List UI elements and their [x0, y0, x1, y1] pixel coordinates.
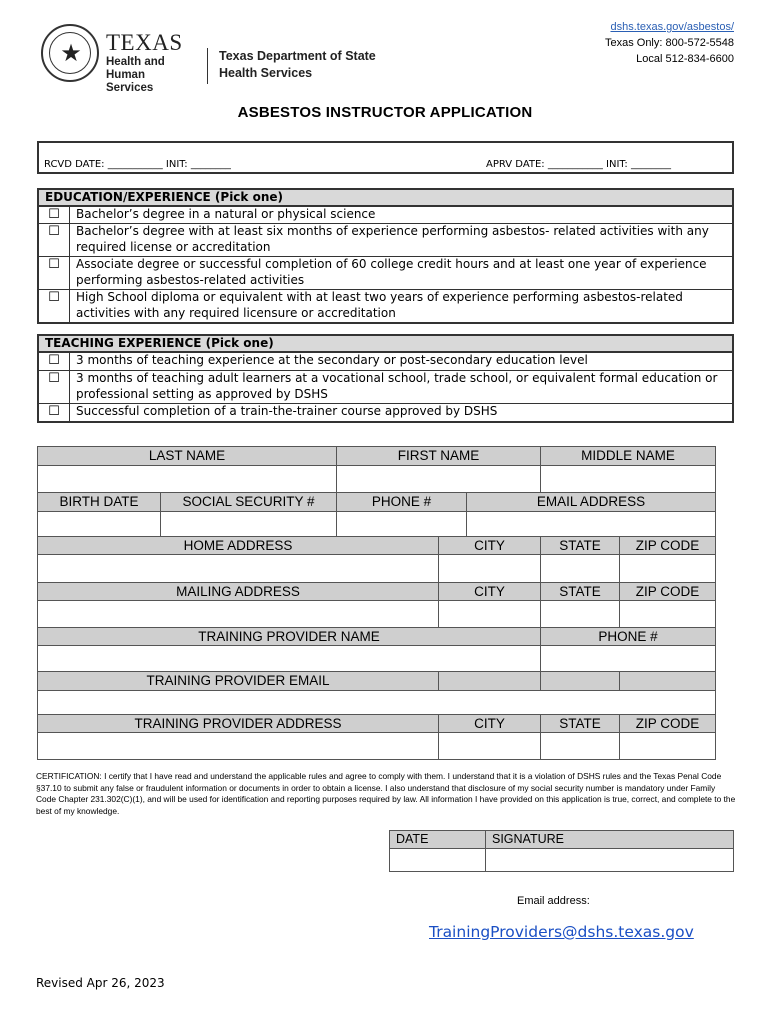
- checkbox[interactable]: ☐: [39, 257, 70, 289]
- date-input[interactable]: [389, 848, 486, 872]
- mailing-zip-label: ZIP CODE: [619, 582, 716, 601]
- revision-date: Revised Apr 26, 2023: [36, 976, 165, 990]
- birth-date-label: BIRTH DATE: [37, 492, 161, 512]
- checkbox[interactable]: ☐: [39, 290, 70, 322]
- logo-divider: [207, 48, 208, 84]
- teaching-header: TEACHING EXPERIENCE (Pick one): [39, 336, 732, 352]
- signature-label: SIGNATURE: [485, 830, 734, 849]
- date-label: DATE: [389, 830, 486, 849]
- ssn-input[interactable]: [160, 511, 337, 537]
- home-zip-label: ZIP CODE: [619, 536, 716, 555]
- middle-name-input[interactable]: [540, 465, 716, 493]
- education-option: ☐ Associate degree or successful completion of 60 college credit hours and at least one year of experience performing asbestos-related activities: [39, 256, 732, 289]
- education-header: EDUCATION/EXPERIENCE (Pick one): [39, 190, 732, 206]
- education-section: [37, 188, 734, 324]
- contact-website-link[interactable]: dshs.texas.gov/asbestos/: [610, 21, 734, 33]
- mailing-city-label: CITY: [438, 582, 541, 601]
- logo-title: TEXAS: [106, 30, 183, 55]
- mailing-address-input[interactable]: [37, 600, 439, 628]
- tp-state-label: STATE: [540, 714, 620, 733]
- email-address-label: Email address:: [517, 895, 590, 907]
- tp-city-label: CITY: [438, 714, 541, 733]
- mailing-zip-input[interactable]: [619, 600, 716, 628]
- email-label: EMAIL ADDRESS: [466, 492, 716, 512]
- home-zip-input[interactable]: [619, 554, 716, 583]
- mailing-address-label: MAILING ADDRESS: [37, 582, 439, 601]
- tp-zip-label: ZIP CODE: [619, 714, 716, 733]
- aprv-date-field: APRV DATE: ___________ INIT: ________: [486, 159, 671, 170]
- department-name: Texas Department of State Health Services: [219, 49, 376, 80]
- middle-name-label: MIDDLE NAME: [540, 446, 716, 466]
- last-name-label: LAST NAME: [37, 446, 337, 466]
- training-provider-email-input[interactable]: [37, 690, 716, 715]
- grid-filler-cell: [619, 671, 716, 691]
- ssn-label: SOCIAL SECURITY #: [160, 492, 337, 512]
- home-address-input[interactable]: [37, 554, 439, 583]
- email-input[interactable]: [466, 511, 716, 537]
- tp-zip-input[interactable]: [619, 732, 716, 760]
- home-address-label: HOME ADDRESS: [37, 536, 439, 555]
- teaching-option: ☐ 3 months of teaching experience at the secondary or post-secondary education level: [39, 352, 732, 370]
- star-icon: ★: [60, 39, 82, 67]
- texas-seal-logo: [41, 24, 99, 82]
- checkbox[interactable]: ☐: [39, 371, 70, 403]
- teaching-option: ☐ 3 months of teaching adult learners at a vocational school, trade school, or equivalent formal education or professional setting as approved by DSHS: [39, 370, 732, 403]
- phone-label: PHONE #: [336, 492, 467, 512]
- training-providers-email-link[interactable]: TrainingProviders@dshs.texas.gov: [429, 923, 694, 941]
- teaching-option: ☐ Successful completion of a train-the-trainer course approved by DSHS: [39, 403, 732, 421]
- first-name-label: FIRST NAME: [336, 446, 541, 466]
- page-title: ASBESTOS INSTRUCTOR APPLICATION: [237, 104, 533, 121]
- first-name-input[interactable]: [336, 465, 541, 493]
- certification-text: CERTIFICATION: I certify that I have read and understand the applicable rules and agree to comply with them. I understand that it is a violation of DSHS rules and the Texas Penal Code §37.10 to submit any false or fraudulent information or documents in order to obtain a license. I also understand that disclosure of my social security number is mandatory under Family Code Chapter 231.302(C)(1), and will be used for identification and reporting purposes required by law. All information I have provided on this application is true, correct, and complete to the best of my knowledge.: [36, 771, 736, 816]
- tp-state-input[interactable]: [540, 732, 620, 760]
- grid-filler-cell: [540, 671, 620, 691]
- training-provider-address-input[interactable]: [37, 732, 439, 760]
- last-name-input[interactable]: [37, 465, 337, 493]
- home-city-input[interactable]: [438, 554, 541, 583]
- mailing-state-input[interactable]: [540, 600, 620, 628]
- birth-date-input[interactable]: [37, 511, 161, 537]
- checkbox[interactable]: ☐: [39, 207, 70, 223]
- training-provider-name-input[interactable]: [37, 645, 541, 672]
- mailing-city-input[interactable]: [438, 600, 541, 628]
- training-provider-phone-label: PHONE #: [540, 627, 716, 646]
- training-provider-email-label: TRAINING PROVIDER EMAIL: [37, 671, 439, 691]
- checkbox[interactable]: ☐: [39, 353, 70, 370]
- contact-phone-local: Local 512-834-6600: [636, 53, 734, 65]
- training-provider-phone-input[interactable]: [540, 645, 716, 672]
- contact-block: [605, 19, 734, 67]
- home-state-label: STATE: [540, 536, 620, 555]
- signature-input[interactable]: [485, 848, 734, 872]
- checkbox[interactable]: ☐: [39, 224, 70, 256]
- grid-filler-cell: [438, 671, 541, 691]
- checkbox[interactable]: ☐: [39, 404, 70, 421]
- home-state-input[interactable]: [540, 554, 620, 583]
- training-provider-name-label: TRAINING PROVIDER NAME: [37, 627, 541, 646]
- mailing-state-label: STATE: [540, 582, 620, 601]
- phone-input[interactable]: [336, 511, 467, 537]
- teaching-section: [37, 334, 734, 423]
- education-option: ☐ Bachelor’s degree with at least six months of experience performing asbestos- related activities with any required license or accreditation: [39, 223, 732, 256]
- home-city-label: CITY: [438, 536, 541, 555]
- office-use-box: [37, 141, 734, 174]
- rcvd-date-field: RCVD DATE: ___________ INIT: ________: [44, 159, 231, 170]
- training-provider-address-label: TRAINING PROVIDER ADDRESS: [37, 714, 439, 733]
- education-option: ☐ Bachelor’s degree in a natural or physical science: [39, 206, 732, 223]
- logo-subtitle: Health and Human Services: [106, 56, 165, 94]
- contact-phone-texas: Texas Only: 800-572-5548: [604, 37, 734, 49]
- tp-city-input[interactable]: [438, 732, 541, 760]
- education-option: ☐ High School diploma or equivalent with at least two years of experience performing asbestos-related activities with any required licensure or accreditation: [39, 289, 732, 322]
